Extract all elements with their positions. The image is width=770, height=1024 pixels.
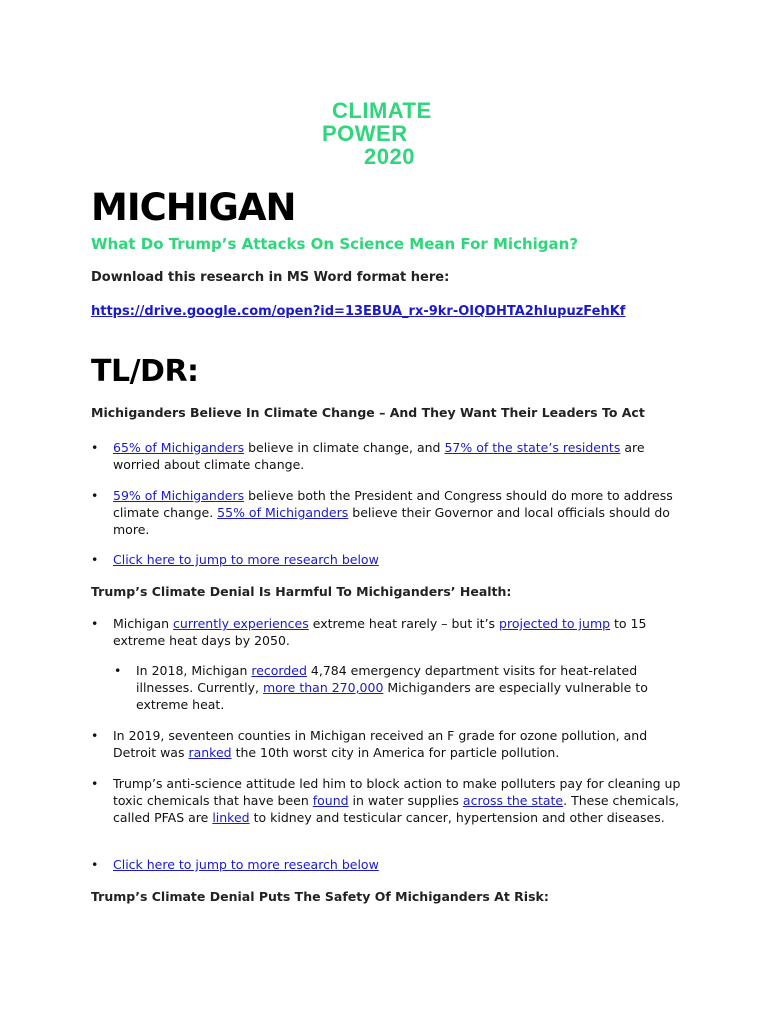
link-57-percent[interactable]: 57% of the state’s residents — [444, 440, 621, 455]
list-item-text: . These chemicals, called PFAS are — [113, 792, 680, 825]
list-item-text: believe their Governor and local officials should do more. — [113, 504, 670, 537]
list-item — [91, 776, 683, 826]
section-heading-beliefs: Michiganders Believe In Climate Change – And They Want Their Leaders To Act — [91, 405, 645, 420]
list-item — [91, 440, 671, 474]
list-item — [91, 488, 683, 538]
list-item-text: Trump’s anti-science attitude led him to block action to make polluters pay for cleaning up toxic chemicals that have been — [113, 776, 681, 808]
list-item-text: are worried about climate change. — [113, 440, 645, 472]
download-link[interactable]: https://drive.google.com/open?id=13EBUA_rx-9kr-OIQDHTA2hIupuzFehKf — [91, 304, 626, 319]
jump-to-research-link[interactable]: Click here to jump to more research below — [113, 552, 379, 567]
link-currently-experiences[interactable]: currently experiences — [173, 616, 309, 631]
section-heading-safety: Trump’s Climate Denial Puts The Safety Of Michiganders At Risk: — [91, 889, 549, 904]
beliefs-list-3 — [91, 552, 671, 569]
list-item — [91, 552, 671, 569]
list-item — [91, 728, 671, 762]
climate-power-logo — [322, 99, 452, 168]
list-item — [91, 616, 671, 650]
logo-line-2: POWER — [322, 121, 408, 146]
list-item-text: extreme heat rarely – but it’s — [308, 616, 500, 631]
list-item-text: believe both the President and Congress should do more to address climate change. — [113, 488, 673, 520]
list-item-text: the 10th worst city in America for particle pollution. — [231, 744, 560, 760]
link-across-the-state[interactable]: across the state — [462, 792, 564, 808]
logo-line-3: 2020 — [364, 144, 415, 169]
list-item-text: to 15 extreme heat days by 2050. — [113, 616, 647, 648]
tldr-heading: TL/DR: — [91, 354, 199, 389]
logo-line-1: CLIMATE — [332, 98, 432, 123]
health-list-2 — [91, 728, 671, 762]
list-item — [91, 857, 671, 874]
state-title: MICHIGAN — [91, 186, 296, 229]
link-more-than-270000[interactable]: more than 270,000 — [262, 679, 384, 695]
jump-to-research-link-2[interactable]: Click here to jump to more research below — [113, 857, 379, 872]
health-sublist — [114, 663, 674, 713]
list-item-text: believe in climate change, and — [244, 440, 445, 455]
list-item-text: Michiganders are especially vulnerable to extreme heat. — [136, 679, 648, 712]
page-subtitle: What Do Trump’s Attacks On Science Mean For Michigan? — [91, 235, 579, 253]
section-heading-health: Trump’s Climate Denial Is Harmful To Michiganders’ Health: — [91, 584, 512, 599]
link-ranked[interactable]: ranked — [188, 744, 232, 760]
list-item-text: in water supplies — [348, 792, 463, 808]
health-list — [91, 616, 671, 650]
link-59-percent[interactable]: 59% of Michiganders — [113, 488, 245, 503]
health-list-3 — [91, 776, 683, 826]
list-item-text: 4,784 emergency department visits for heat-related illnesses. Currently, — [136, 663, 638, 695]
link-recorded[interactable]: recorded — [251, 663, 307, 678]
link-found[interactable]: found — [312, 792, 349, 808]
list-item — [114, 663, 674, 713]
link-projected-to-jump[interactable]: projected to jump — [499, 616, 611, 631]
list-item-text: In 2018, Michigan — [136, 663, 252, 678]
list-item-text: Michigan — [113, 616, 174, 631]
health-list-4 — [91, 857, 671, 874]
list-item-text: to kidney and testicular cancer, hypertension and other diseases. — [249, 809, 665, 825]
list-item-text: In 2019, seventeen counties in Michigan received an F grade for ozone pollution, and Detroit was — [113, 728, 648, 760]
beliefs-list-2 — [91, 488, 683, 538]
link-65-percent[interactable]: 65% of Michiganders — [113, 440, 245, 455]
link-linked[interactable]: linked — [212, 809, 250, 825]
link-55-percent[interactable]: 55% of Michiganders — [217, 504, 349, 520]
beliefs-list — [91, 440, 671, 474]
download-label: Download this research in MS Word format here: — [91, 270, 450, 285]
